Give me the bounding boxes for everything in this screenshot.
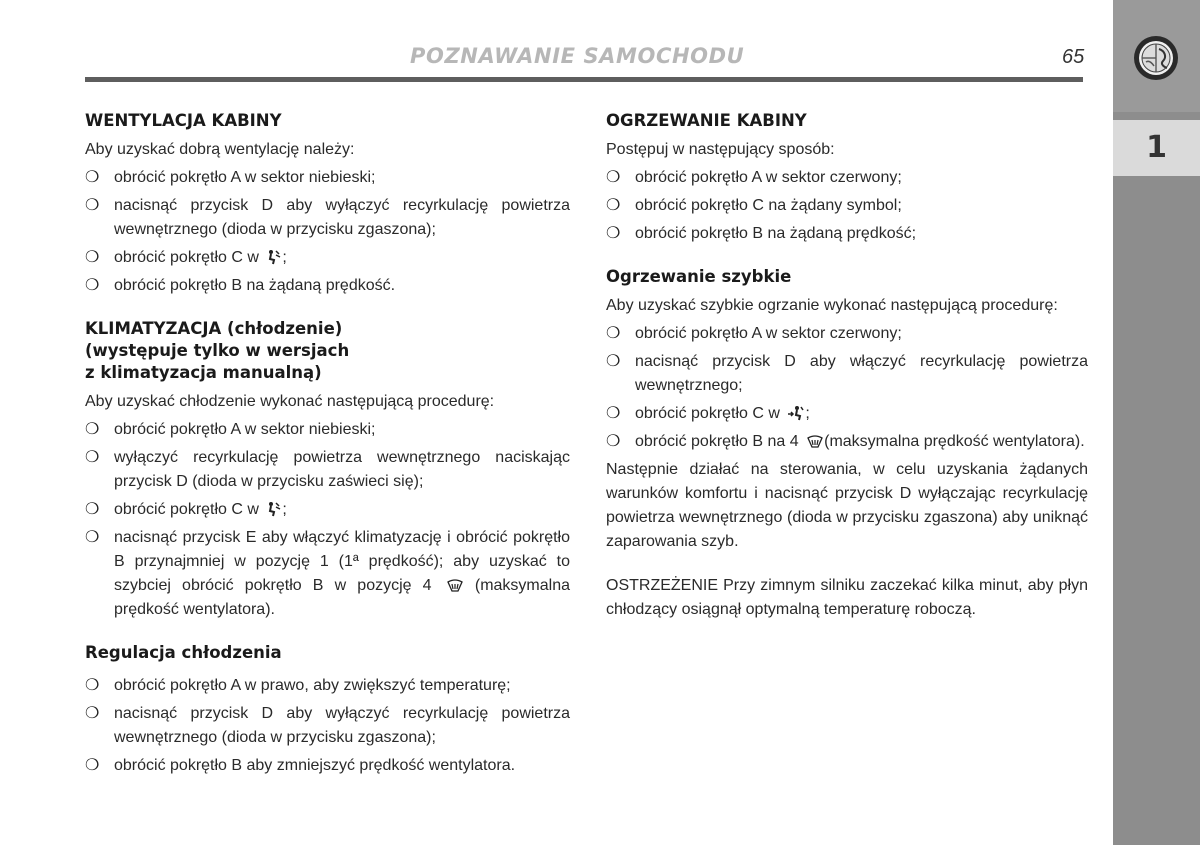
bullet-icon: ❍: [606, 433, 621, 450]
list-item: ❍ obrócić pokrętło A w sektor niebieski;: [85, 166, 570, 190]
quick-heating-paragraph: Następnie działać na sterowania, w celu uzyskania żądanych warunków komfortu i nacisnąć przycisk D wyłączając recyrkulację powietrza wewnętrznego (dioda w przycisku zgaszona) aby uniknąć zaparowania szyb.: [606, 461, 1088, 550]
vent-face-icon: [266, 249, 282, 265]
ventilation-intro: Aby uzyskać dobrą wentylację należy:: [85, 141, 355, 158]
aircon-list: [85, 418, 570, 622]
chapter-tab: [1113, 120, 1200, 176]
section-heading-quick-heating: Ogrzewanie szybkie: [606, 267, 792, 286]
list-item: ❍ obrócić pokrętło B na żądaną prędkość.: [85, 274, 570, 298]
bullet-icon: ❍: [85, 757, 100, 774]
list-item: ❍ obrócić pokrętło B na 4 (maksymalna prędkość wentylatora).: [606, 430, 1088, 454]
quick-heating-list: [606, 322, 1088, 454]
list-item: ❍ obrócić pokrętło A w sektor niebieski;: [85, 418, 570, 442]
warning-paragraph: OSTRZEŻENIE Przy zimnym silniku zaczekać kilka minut, aby płyn chłodzący osiągnął optymalną temperaturę roboczą.: [606, 577, 1088, 618]
sidebar-top-block: [1113, 0, 1200, 112]
list-item: ❍ obrócić pokrętło A w prawo, aby zwiększyć temperaturę;: [85, 674, 570, 698]
bullet-icon: ❍: [85, 529, 100, 546]
list-item: ❍ nacisnąć przycisk D aby włączyć recyrkulację powietrza wewnętrznego;: [606, 350, 1088, 398]
page-number: 65: [1062, 46, 1085, 68]
chapter-number: 1: [1146, 130, 1167, 165]
list-item: ❍ obrócić pokrętło C w ;: [85, 246, 570, 270]
left-column: [85, 110, 570, 778]
bullet-icon: ❍: [85, 677, 100, 694]
bullet-icon: ❍: [606, 197, 621, 214]
bullet-icon: ❍: [606, 225, 621, 242]
bullet-icon: ❍: [606, 169, 621, 186]
heating-intro: Postępuj w następujący sposób:: [606, 141, 835, 158]
bullet-icon: ❍: [606, 353, 621, 370]
list-item: ❍ obrócić pokrętło B na żądaną prędkość;: [606, 222, 1088, 246]
list-item: ❍ nacisnąć przycisk D aby wyłączyć recyrkulację powietrza wewnętrznego (dioda w przycisku zgaszona);: [85, 702, 570, 750]
list-item: ❍ obrócić pokrętło B aby zmniejszyć prędkość wentylatora.: [85, 754, 570, 778]
list-item: ❍ nacisnąć przycisk D aby wyłączyć recyrkulację powietrza wewnętrznego (dioda w przycisku zgaszona);: [85, 194, 570, 242]
bullet-icon: ❍: [85, 197, 100, 214]
bullet-icon: ❍: [85, 501, 100, 518]
chapter-sidebar: [1113, 0, 1200, 845]
section-heading-aircon: KLIMATYZACJA (chłodzenie) (występuje tylko w wersjach z klimatyzacja manualną): [85, 319, 350, 382]
list-item: ❍ nacisnąć przycisk E aby włączyć klimatyzację i obrócić pokrętło B przynajmniej w pozycję 1 (1ª prędkość); aby uzyskać to szybciej obrócić pokrętło B w pozycję 4 (maksymalna prędkość wentylatora).: [85, 526, 570, 622]
header-divider: [85, 77, 1083, 82]
list-item: ❍ obrócić pokrętło C w ;: [606, 402, 1088, 426]
list-item: ❍ obrócić pokrętło C w ;: [85, 498, 570, 522]
fan-max-icon: [446, 579, 464, 593]
list-item: ❍ obrócić pokrętło A w sektor czerwony;: [606, 166, 1088, 190]
bullet-icon: ❍: [606, 405, 621, 422]
bullet-icon: ❍: [85, 421, 100, 438]
bullet-icon: ❍: [85, 277, 100, 294]
section-heading-cooling-regulation: Regulacja chłodzenia: [85, 643, 282, 662]
quick-heating-intro: Aby uzyskać szybkie ogrzanie wykonać następującą procedurę:: [606, 297, 1058, 314]
list-item: ❍ wyłączyć recyrkulację powietrza wewnętrznego naciskając przycisk D (dioda w przycisku zaświeci się);: [85, 446, 570, 494]
heating-list: [606, 166, 1088, 246]
bullet-icon: ❍: [606, 325, 621, 342]
bullet-icon: ❍: [85, 169, 100, 186]
vent-face-feet-icon: [787, 405, 805, 421]
section-heading-heating: OGRZEWANIE KABINY: [606, 111, 807, 130]
bullet-icon: ❍: [85, 449, 100, 466]
bullet-icon: ❍: [85, 249, 100, 266]
page-header-title: POZNAWANIE SAMOCHODU: [410, 44, 745, 68]
aircon-intro: Aby uzyskać chłodzenie wykonać następującą procedurę:: [85, 393, 495, 410]
vent-face-icon: [266, 501, 282, 517]
ventilation-list: [85, 166, 570, 298]
bullet-icon: ❍: [85, 705, 100, 722]
fan-max-icon: [806, 435, 824, 449]
alfa-romeo-logo-icon: [1133, 35, 1179, 81]
cooling-regulation-list: [85, 674, 570, 778]
section-heading-ventilation: WENTYLACJA KABINY: [85, 111, 282, 130]
list-item: ❍ obrócić pokrętło A w sektor czerwony;: [606, 322, 1088, 346]
list-item: ❍ obrócić pokrętło C na żądany symbol;: [606, 194, 1088, 218]
right-column: [606, 110, 1088, 622]
